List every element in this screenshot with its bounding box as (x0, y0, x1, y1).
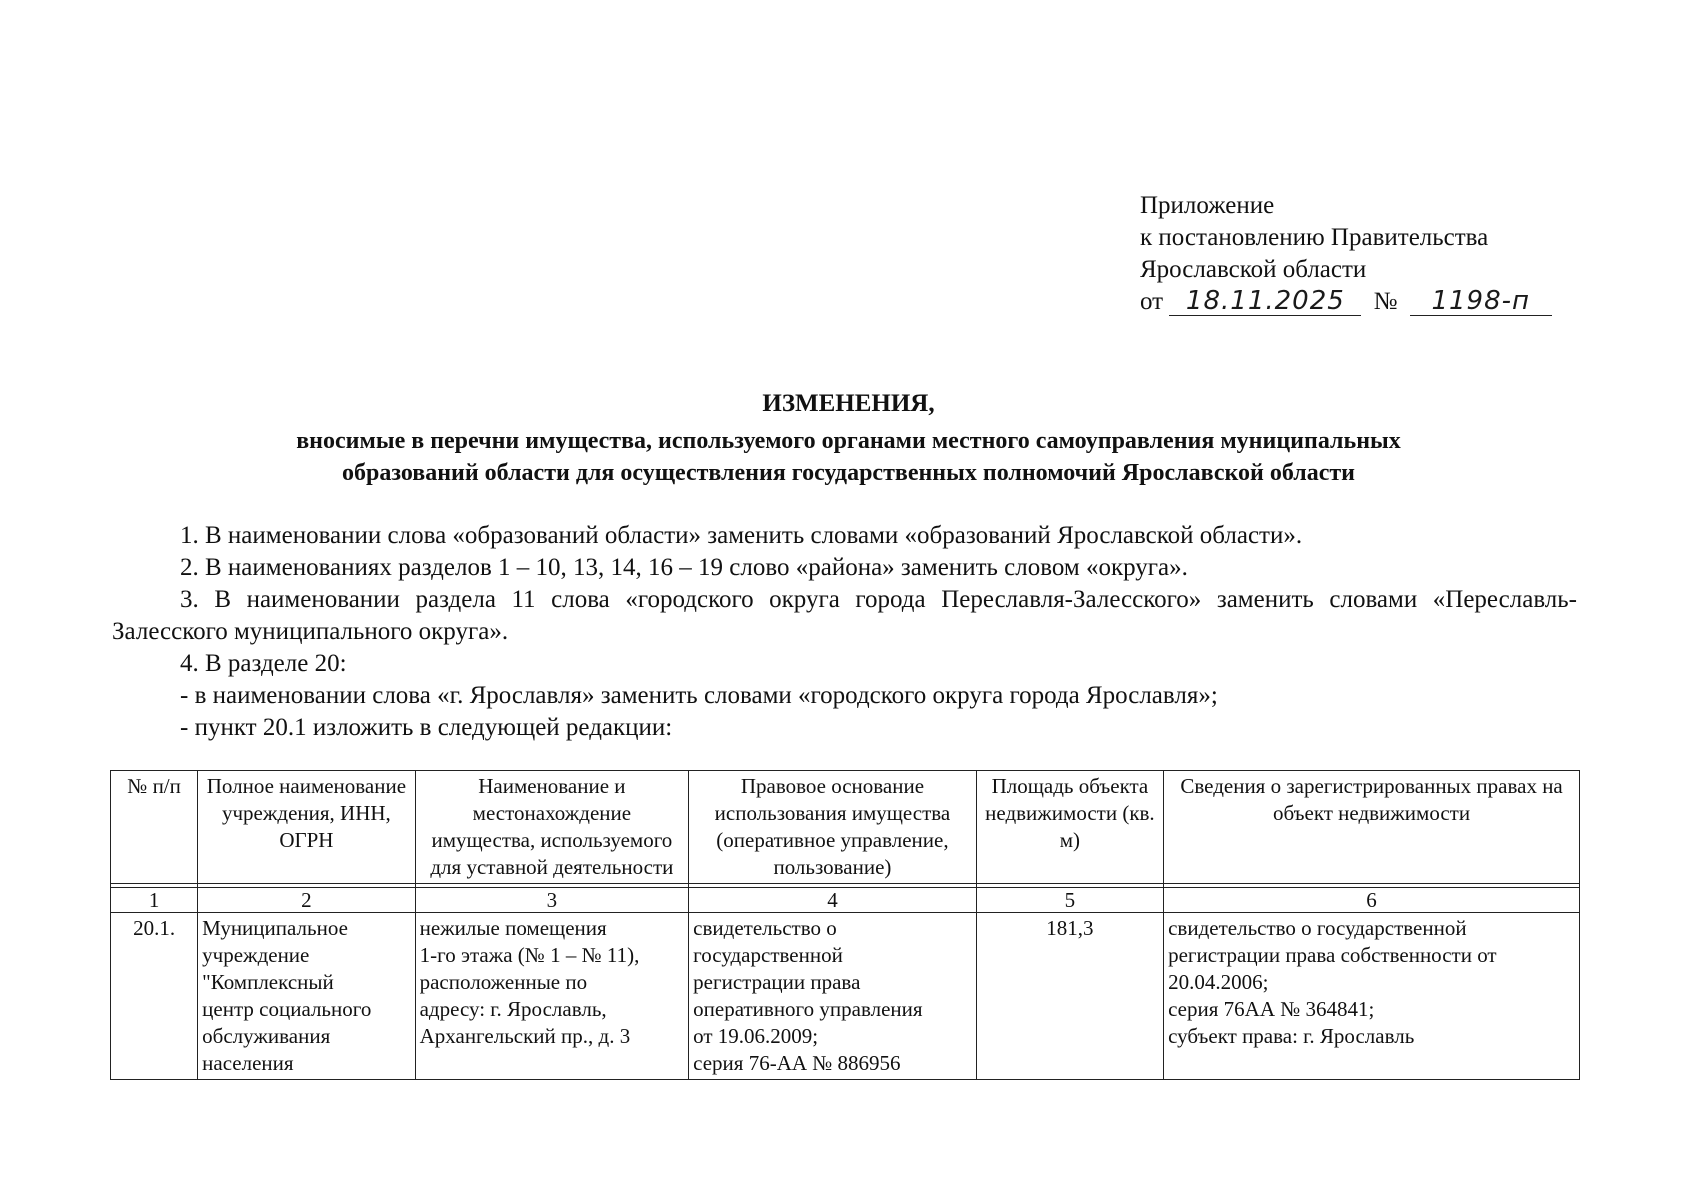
appendix-line-3: Ярославской области (1140, 256, 1367, 283)
cell-line: населения (202, 1051, 294, 1075)
cell-line: от 19.06.2009; (693, 1024, 819, 1048)
paragraph-4: 4. В разделе 20: (180, 650, 347, 677)
from-label: от (1140, 288, 1164, 315)
document-body (112, 520, 1577, 744)
cell-line: свидетельство о (693, 916, 837, 940)
header-property: Наименование и местонахождение имущества, используемого для уставной деятельности (415, 771, 689, 884)
cell-line: Муниципальное (202, 916, 348, 940)
cell-line: расположенные по (419, 970, 588, 994)
table-header-row (111, 771, 1580, 884)
column-number: 3 (415, 888, 689, 913)
cell-line: адресу: г. Ярославль, (419, 997, 607, 1021)
paragraph-2: 2. В наименованиях разделов 1 – 10, 13, 14, 16 – 19 слово «района» заменить словом «округа». (180, 554, 1188, 581)
paragraph-1: 1. В наименовании слова «образований области» заменить словами «образований Ярославской области». (180, 522, 1303, 549)
cell-line: обслуживания (202, 1024, 331, 1048)
header-rights: Сведения о зарегистрированных правах на объект недвижимости (1164, 771, 1580, 884)
cell-line: нежилые помещения (419, 916, 607, 940)
cell-line: субъект права: г. Ярославль (1168, 1024, 1415, 1048)
column-number: 2 (198, 888, 415, 913)
column-number: 6 (1164, 888, 1580, 913)
header-area: Площадь объекта недвижимости (кв. м) (976, 771, 1163, 884)
row-area: 181,3 (976, 913, 1163, 1080)
handwritten-date: 18.11.2025 (1169, 288, 1361, 316)
header-num: № п/п (111, 771, 198, 884)
number-sign: № (1373, 288, 1398, 315)
cell-line: государственной (693, 943, 843, 967)
column-number: 4 (689, 888, 977, 913)
column-number: 5 (976, 888, 1163, 913)
cell-line: свидетельство о государственной (1168, 916, 1467, 940)
row-property (415, 913, 689, 1080)
appendix-line-1: Приложение (1140, 192, 1275, 219)
cell-line: оперативного управления (693, 997, 923, 1021)
paragraph-5: - в наименовании слова «г. Ярославля» заменить словами «городского округа города Ярославля»; (180, 682, 1218, 709)
appendix-date-number-line (1140, 286, 1552, 318)
column-number-row (111, 888, 1580, 913)
document-title: ИЗМЕНЕНИЯ, (762, 390, 935, 417)
cell-line: "Комплексный (202, 970, 334, 994)
handwritten-number: 1198-п (1410, 288, 1552, 316)
row-rights (1164, 913, 1580, 1080)
document-subtitle-line-2: образований области для осуществления государственных полномочий Ярославской области (341, 460, 1355, 486)
cell-line: учреждение (202, 943, 310, 967)
row-legal-basis (689, 913, 977, 1080)
cell-line: 20.04.2006; (1168, 970, 1269, 994)
row-institution (198, 913, 415, 1080)
cell-line: серия 76-АА № 886956 (693, 1051, 901, 1075)
appendix-line-2: к постановлению Правительства (1140, 224, 1489, 251)
column-number: 1 (111, 888, 198, 913)
cell-line: центр социального (202, 997, 372, 1021)
paragraph-6: - пункт 20.1 изложить в следующей редакции: (180, 714, 673, 741)
cell-line: 1-го этажа (№ 1 – № 11), (419, 943, 640, 967)
document-subtitle-line-1: вносимые в перечни имущества, используемого органами местного самоуправления муниципальных (296, 428, 1401, 454)
table-row (111, 913, 1580, 1080)
appendix-block (1140, 190, 1552, 318)
header-institution: Полное наименование учреждения, ИНН, ОГРН (198, 771, 415, 884)
cell-line: Архангельский пр., д. 3 (419, 1024, 631, 1048)
cell-line: регистрации права (693, 970, 861, 994)
property-table (110, 770, 1580, 1080)
row-num: 20.1. (111, 913, 198, 1080)
paragraph-3: 3. В наименовании раздела 11 слова «городского округа города Переславля-Залесского» заменить словами «Переславль-Залесского муниципального округа». (112, 586, 1577, 645)
cell-line: регистрации права собственности от (1168, 943, 1497, 967)
cell-line: серия 76АА № 364841; (1168, 997, 1375, 1021)
header-legal-basis: Правовое основание использования имущества (оперативное управление, пользование) (689, 771, 977, 884)
